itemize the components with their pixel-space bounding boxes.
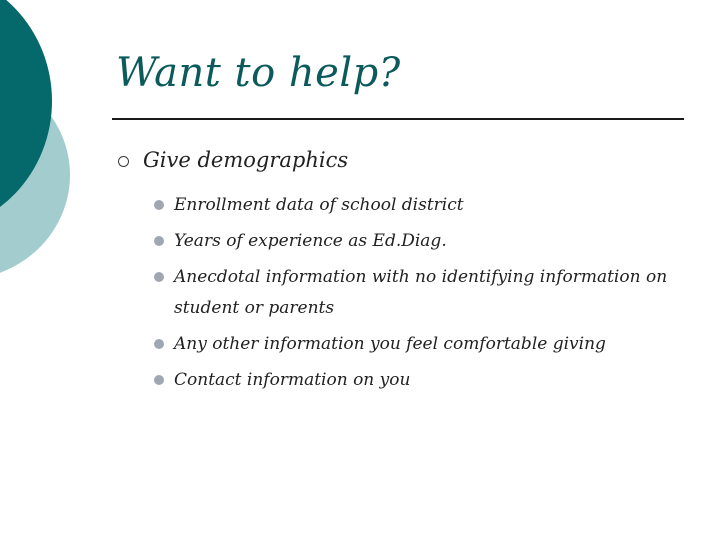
list-item — [150, 262, 670, 324]
title-divider — [112, 118, 684, 120]
hollow-circle-bullet-icon — [118, 156, 129, 167]
bullet-dot-icon — [154, 200, 164, 210]
sub-bullet-text: Contact information on you — [174, 370, 411, 390]
sub-bullet-text: Any other information you feel comfortable giving — [174, 334, 606, 354]
slide-title: Want to help? — [116, 50, 401, 96]
sub-bullet-text: Years of experience as Ed.Diag. — [174, 231, 447, 251]
list-item — [150, 329, 670, 360]
sub-bullet-text: Enrollment data of school district — [174, 195, 464, 215]
list-item — [150, 365, 670, 396]
bullet-dot-icon — [154, 272, 164, 282]
sub-bullet-list — [150, 190, 670, 401]
bullet-dot-icon — [154, 236, 164, 246]
sub-bullet-text: Anecdotal information with no identifying information on student or parents — [174, 267, 668, 318]
main-bullet-text: Give demographics — [143, 148, 349, 172]
bullet-dot-icon — [154, 339, 164, 349]
bullet-dot-icon — [154, 375, 164, 385]
list-item — [150, 190, 670, 221]
list-item — [150, 226, 670, 257]
